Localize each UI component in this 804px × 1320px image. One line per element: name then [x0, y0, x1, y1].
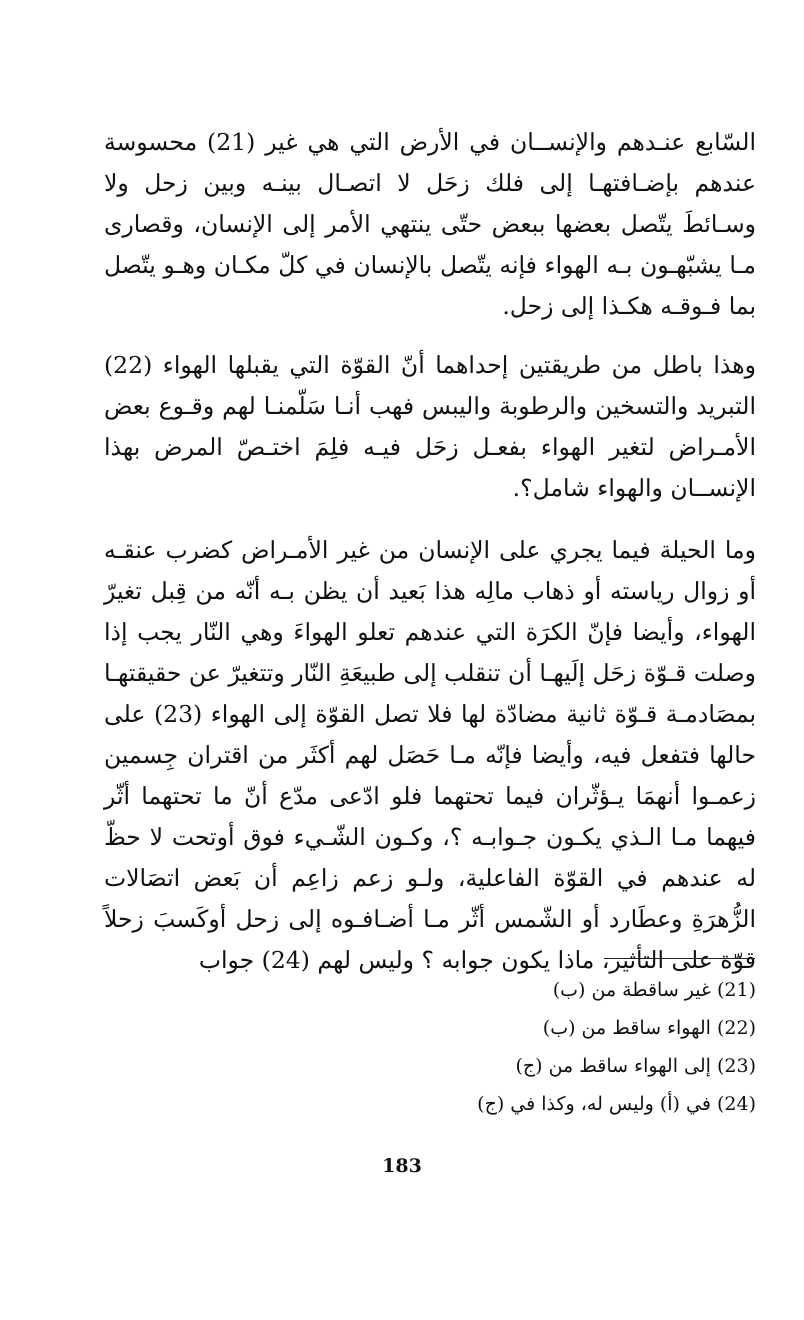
- body-paragraph-2: [104, 345, 756, 509]
- body-paragraph-1: [104, 122, 756, 327]
- footnotes: [360, 971, 756, 1123]
- body-paragraph-3: [104, 530, 756, 981]
- footnote-24: (24) في (أ) وليس له، وكذا في (ج): [477, 1093, 756, 1115]
- footnote-divider: [604, 958, 755, 959]
- footnote-22: (22) الهواء ساقط من (ب): [542, 1017, 756, 1039]
- paragraph-text: وما الحيلة فيما يجري على الإنسان من غير الأمـراض كضرب عنقـه أو زوال رياسته أو ذهاب مالِه هذا بَعيد أن يظن بـه أنّه من قِبل تغيرّ الهواء، وأيضا فإنّ الكرَة التي عندهم تعلو الهواءَ وهي النّار يجب إذا وصلت قـوّة زحَل إلَيهـا أن تنقلب إلى طبيعَةِ النّار وتتغيرّ عن حقيقتهـا بمصَادمـة قـوّة ثانية مضادّة لها فلا تصل القوّة إلى الهواء (23) على حالها فتفعل فيه، وأيضا فإنّه مـا حَصَل لهم أكثَر من اقتران جِسمين زعمـوا أنهمَا يـؤثّران فيما تحتهما فلو ادّعى مدّع أنّ ما تحتهما أثّر فيهما مـا الـذي يكـون جـوابـه ؟، وكـون الشّـيء فوق أوتحت لا حظّ له عندهم في القوّة الفاعلية، ولـو زعم زاعِم أن بَعض اتصَالات الزُّهرَةِ وعطَارد أو الشّمس أثّر مـا أضـافـوه إلى زحل أوكَسبَ زحلاً قوّة على التأثير، ماذا يكون جوابه ؟ وليس لهم (24) جواب: [104, 536, 757, 974]
- footnote-21: (21) غير ساقطة من (ب): [552, 979, 756, 1001]
- paragraph-text: وهذا باطل من طريقتين إحداهما أنّ القوّة التي يقبلها الهواء (22) التبريد والتسخين والرطوبة واليبس فهب أنـا سَلّمنـا لهم وقـوع بعض الأمـراض لتغير الهواء بفعـل زحَل فيـه فلِمَ اختـصّ المرض بهذا الإنســان والهواء شامل؟.: [104, 351, 756, 502]
- footnote-23: (23) إلى الهواء ساقط من (ج): [515, 1055, 756, 1077]
- page-number: 183: [382, 1155, 422, 1177]
- paragraph-text: السّابع عنـدهم والإنســان في الأرض التي هي غير (21) محسوسة عندهم بإضـافتهـا إلى فلك زحَل لا اتصـال بينـه وبين زحل ولا وسـائطَ يتّصل بعضها ببعض حتّى ينتهي الأمر إلى الإنسان، وقصارى مـا يشبّهـون بـه الهواء فإنه يتّصل بالإنسان في كلّ مكـان وهـو يتّصل بما فـوقـه هكـذا إلى زحل.: [104, 128, 756, 320]
